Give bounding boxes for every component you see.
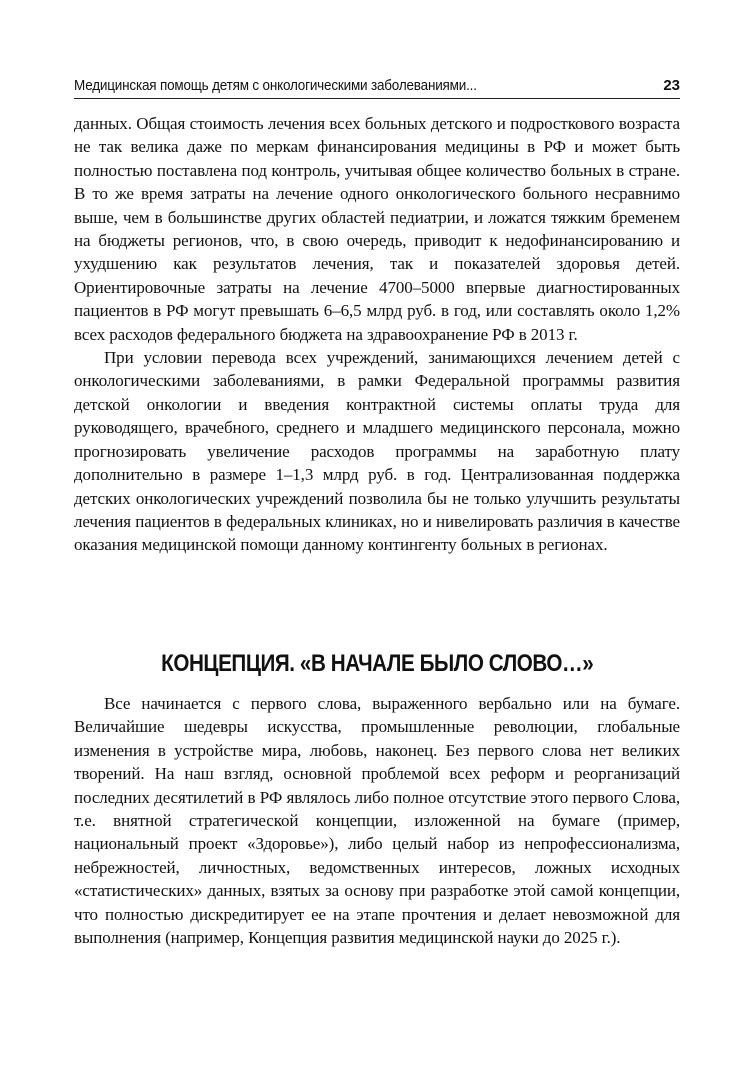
running-header-title: Медицинская помощь детям с онкологическими заболеваниями... — [74, 78, 477, 94]
paragraph: Все начинается с первого слова, выраженного вербально или на бумаге. Величайшие шедевры искусства, промышленные революции, глобальные изменения в устройстве мира, любовь, наконец. Без первого слова нет великих творений. На наш взгляд, основной проблемой всех реформ и реорганизаций последних десятилетий в РФ являлось либо полное отсутствие этого первого Слова, т.е. внятной стратегической концепции, изложенной на бумаге (пример, национальный проект «Здоровье»), либо целый набор из непрофессионализма, небрежностей, личностных, ведомственных интересов, ложных исходных «статистических» данных, взятых за основу при разработке этой самой концепции, что полностью дискредитирует ее на этапе прочтения и делает невозможной для выполнения (например, Концепция развития медицинской науки до 2025 г.). — [74, 694, 680, 948]
paragraph: При условии перевода всех учреждений, занимающихся лечением детей с онкологическими заболеваниями, в рамки Федеральной программы развития детской онкологии и введения контрактной системы оплаты труда для руководящего, врачебного, среднего и младшего медицинского персонала, можно прогнозировать увеличение расходов программы на заработную плату дополнительно в размере 1–1,3 млрд руб. в год. Централизованная поддержка детских онкологических учреждений позволила бы не только улучшить результаты лечения пациентов в федеральных клиниках, но и нивелировать различия в качестве оказания медицинской помощи данному контингенту больных в регионах. — [74, 348, 680, 555]
body-text — [74, 112, 680, 557]
paragraph: данных. Общая стоимость лечения всех больных детского и подросткового возраста не так велика даже по меркам финансирования медицины в РФ и может быть полностью поставлена под контроль, учитывая общее количество больных в стране. В то же время затраты на лечение одного онкологического больного несравнимо выше, чем в большинстве других областей педиатрии, и ложатся тяжким бременем на бюджеты регионов, что, в свою очередь, приводит к недофинансированию и ухудшению как результатов лечения, так и показателей здоровья детей. Ориентировочные затраты на лечение 4700–5000 впервые диагностированных пациентов в РФ могут превышать 6–6,5 млрд руб. в год, или составлять около 1,2% всех расходов федерального бюджета на здравоохранение РФ в 2013 г. — [74, 114, 680, 344]
running-header — [74, 76, 680, 99]
page-number: 23 — [663, 77, 680, 94]
section-body — [74, 692, 680, 949]
section-heading-text: КОНЦЕПЦИЯ. «В НАЧАЛЕ БЫЛО СЛОВО…» — [160, 650, 594, 677]
section-heading — [74, 650, 680, 678]
